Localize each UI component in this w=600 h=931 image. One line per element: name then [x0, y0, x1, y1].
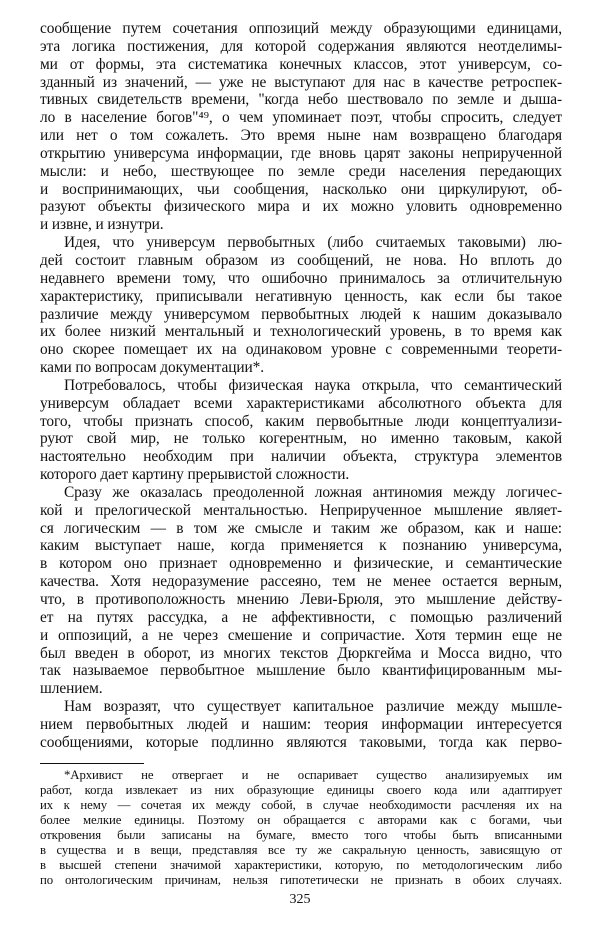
paragraph	[40, 698, 562, 752]
text-line: дей состоит главным образом из сообщений, не нова. Но вплоть до	[40, 251, 562, 269]
text-line: что, в противоположность мнению Леви-Брюля, это мышление действу-	[40, 591, 562, 608]
footnote-line: работ, когда извлекает из них образующие единицы своего кода или адаптирует	[40, 783, 562, 798]
text-line: ками по вопросам документации*.	[40, 359, 264, 377]
text-line: мысли: и небо, шествующее по земле среди населения передающих	[40, 162, 562, 180]
text-line: и оппозиций, а не через смешение и сопричастие. Хотя термин еще не	[40, 626, 562, 644]
text-line: кой и прелогической ментальностью. Неприрученное мышление являет-	[40, 501, 562, 519]
footnote-line: более мелкие единицы. Поэтому он обращается с авторами как с богами, чьи	[40, 813, 562, 828]
paragraph	[40, 20, 562, 234]
text-line: ет на путях рассудка, а не аффективности, с помощью различений	[40, 608, 562, 626]
text-line: так называемое первобытное мышление было квантифицированным мы-	[40, 662, 562, 680]
footnote-line: *Архивист не отвергает и не оспаривает существо анализируемых им	[64, 768, 562, 782]
main-text	[40, 20, 562, 752]
text-line: характеристику, приписывали негативную ценность, как если бы такое	[40, 287, 562, 305]
text-line: шлением.	[40, 680, 103, 698]
text-line: в котором оно признает одновременно и физические, и семантические	[40, 555, 562, 573]
text-line: их более низкий ментальный и технологический уровень, в то время как	[40, 323, 562, 341]
text-line: открытию универсума информации, где вновь царят законы неприрученной	[40, 144, 562, 162]
footnote-line: их к нему — сочетая их между собой, в случае необходимости расчленяя их на	[40, 798, 562, 813]
text-line: универсум обладает всеми характеристиками абсолютного объекта для	[40, 394, 562, 412]
paragraph	[40, 234, 562, 377]
text-line: Сразу же оказалась преодоленной ложная антиномия между логичес-	[64, 483, 562, 501]
text-line: Нам возразят, что существует капитальное различие между мышле-	[64, 698, 562, 716]
text-line: Идея, что универсум первобытных (либо считаемых таковыми) лю-	[64, 234, 562, 252]
text-line: эта логика постижения, для которой содержания являются неотделимы-	[40, 37, 562, 55]
paragraph	[40, 484, 562, 698]
text-line: сообщение путем сочетания оппозиций между образующими единицами,	[40, 20, 562, 37]
text-line: нием первобытных людей и нашим: теория информации интересуется	[40, 715, 562, 733]
footnote-divider	[40, 763, 144, 764]
text-line: был введен в оборот, из многих текстов Дюркгейма и Мосса видно, что	[40, 644, 562, 662]
footnote-line: в существа и в вещи, представляя все ту же сакральную ценность, зависящую от	[40, 843, 562, 858]
text-line: тивных свидетельств времени, "когда небо шествовало по земле и дыша-	[40, 91, 562, 109]
text-line: и извне, и изнутри.	[40, 216, 164, 234]
text-line: разуют объекты физического мира и их можно уловить одновременно	[40, 198, 562, 216]
text-line: настоятельно необходим при наличии объекта, структура элементов	[40, 448, 562, 466]
text-line: и воспринимающих, чьи сообщения, насколько они циркулируют, об-	[40, 180, 562, 198]
footnote-line: откровения были записаны на бумаге, вместо того чтобы быть вписанными	[40, 828, 562, 843]
text-line: ми от формы, эта систематика конечных классов, этот универсум, со-	[40, 55, 562, 73]
footnote	[40, 768, 562, 888]
text-line: различие между универсумом первобытных людей к нашим доказывало	[40, 305, 562, 323]
text-line: того, чтобы признать способ, каким первобытные люди концептуализи-	[40, 412, 562, 430]
text-line: каким выступает наше, когда применяется к познанию универсума,	[40, 537, 562, 555]
footnote-line: в высшей степени значимой характеристики, которую, по методологическим либо	[40, 858, 562, 873]
text-line: или нет о том сожалеть. Это время ныне нам возвращено благодаря	[40, 127, 562, 145]
text-line: ся логическим — в том же смысле и таким же образом, как и наше:	[40, 519, 562, 537]
page-number: 325	[289, 892, 311, 907]
text-line: которого дает картину прерывистой сложности.	[40, 466, 350, 484]
text-line: сообщениями, которые подлинно являются таковыми, тогда как перво-	[40, 733, 562, 751]
paragraph	[40, 377, 562, 484]
text-line: Потребовалось, чтобы физическая наука открыла, что семантический	[64, 376, 562, 394]
footnote-line: по онтологическим причинам, нельзя гипотетически не признать в обоих случаях.	[40, 873, 562, 888]
text-line: руют свой мир, не только когерентным, но именно таковым, какой	[40, 430, 562, 448]
text-line: ло в население богов"⁴⁹, о чем упоминает поэт, чтобы спросить, следует	[40, 109, 562, 127]
text-line: недавнего времени тому, что ошибочно принималось за отличительную	[40, 269, 562, 287]
text-line: зданный из значений, — уже не выступают для нас в качестве ретроспек-	[40, 73, 562, 91]
text-line: оно скорее помещает их на одинаковом уровне с современными теорети-	[40, 341, 562, 359]
text-line: качества. Хотя недоразумение рассеяно, тем не менее остается верным,	[40, 573, 562, 591]
